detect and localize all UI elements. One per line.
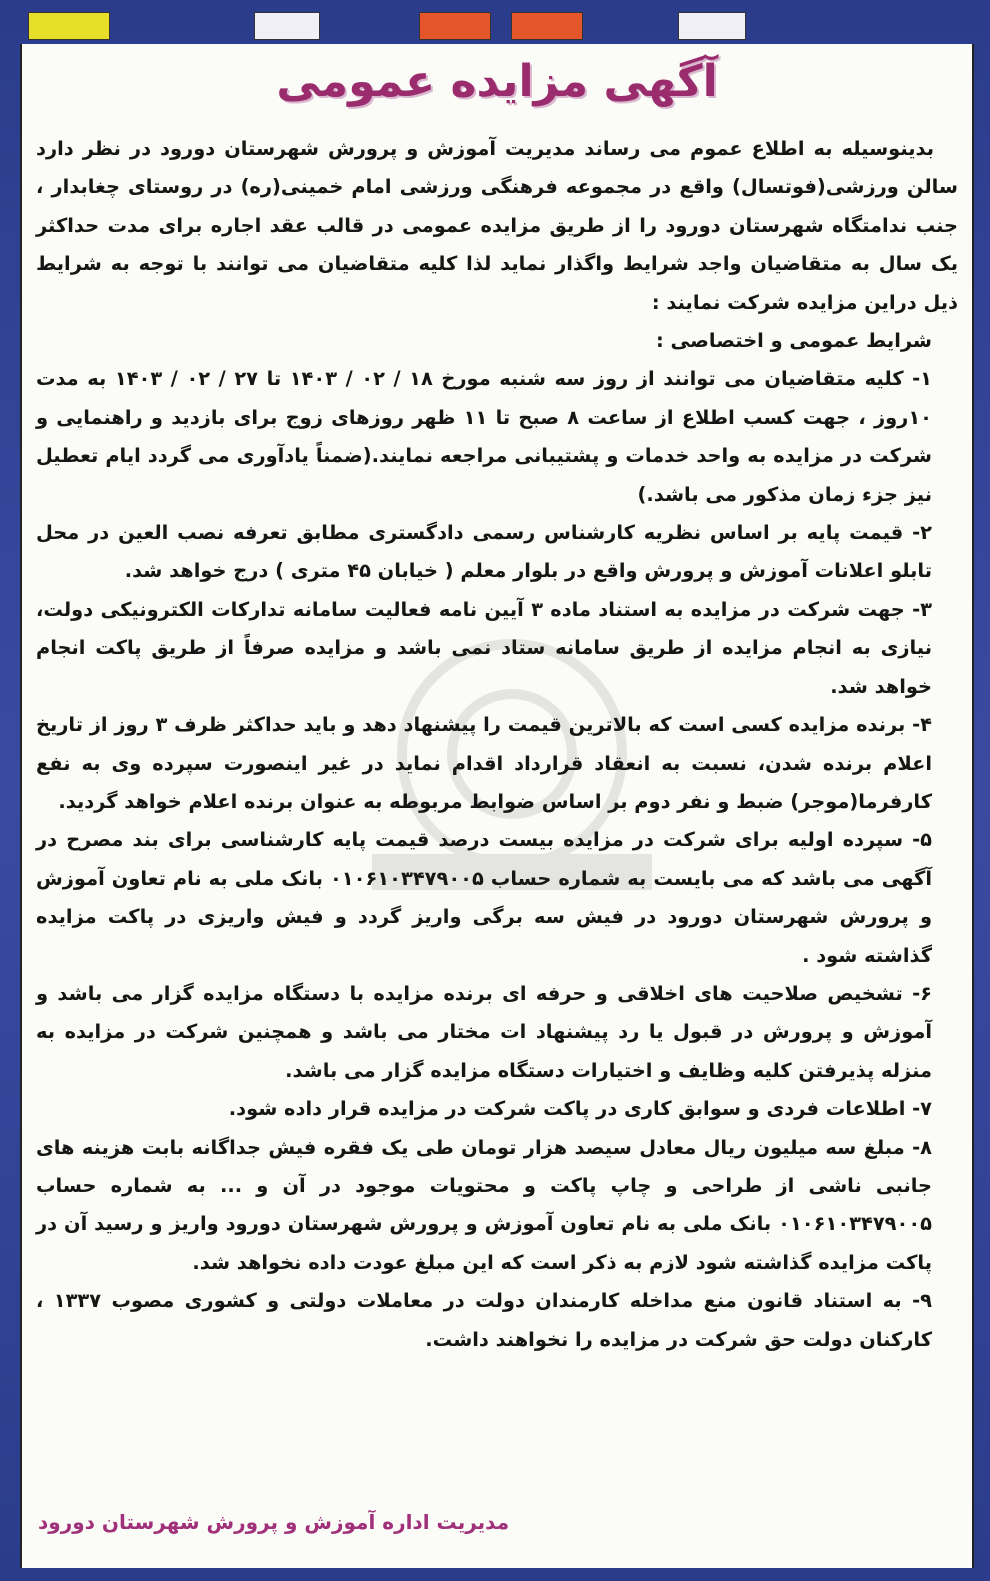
condition-item-1: ۱- کلیه متقاضیان می توانند از روز سه شنبه مورخ ۱۸ / ۰۲ / ۱۴۰۳ تا ۲۷ / ۰۲ / ۱۴۰۳ به مدت ۱۰روز ، جهت کسب اطلاع از ساعت ۸ صبح تا ۱۱ ظهر روزهای زوج برای بازدید و راهنمایی و شرکت در مزایده به واحد خدمات و پشتیبانی مراجعه نمایند.(ضمناً یادآوری می گردد ایام تعطیل نیز جزء زمان مذکور می باشد.) [36,367,932,506]
condition-item-2: ۲- قیمت پایه بر اساس نظریه کارشناس رسمی دادگستری مطابق تعرفه نصب العین در محل تابلو اعلانات آموزش و پرورش واقع در بلوار معلم ( خیابان ۴۵ متری ) درج خواهد شد. [36,521,932,583]
condition-item-5: ۵- سپرده اولیه برای شرکت در مزایده بیست درصد قیمت پایه کارشناسی برای بند مصرح در آگهی می باشد که می بایست به شماره حساب ۰۱۰۶۱۰۳۴۷۹۰۰۵ بانک ملی به نام تعاون آموزش و پرورش شهرستان دورود در فیش سه برگی واریز گردد و فیش واریزی در پاکت مزایده گذاشته شود . [36,828,932,967]
conditions-heading: شرایط عمومی و اختصاصی : [656,329,932,353]
footer-signature: مدیریت اداره آموزش و پرورش شهرستان دورود [38,1510,510,1534]
color-chip-orange [419,12,491,40]
color-chip-white [254,12,320,40]
notice-body [36,130,958,1359]
intro-paragraph: بدینوسیله به اطلاع عموم می رساند مدیریت آموزش و پرورش شهرستان دورود در نظر دارد سالن ورزشی(فوتسال) واقع در مجموعه فرهنگی ورزشی امام خمینی(ره) در روستای چغابدار ، جنب ندامتگاه شهرستان دورود را از طریق مزایده عمومی در قالب عقد اجاره برای مدت حداکثر یک سال به متقاضیان واجد شرایط واگذار نماید لذا کلیه متقاضیان می توانند با توجه به شرایط ذیل دراین مزایده شرکت نمایند : [36,137,958,314]
top-color-bar [14,10,976,40]
color-chip-yellow [28,12,110,40]
condition-item-4: ۴- برنده مزایده کسی است که بالاترین قیمت را پیشنهاد دهد و باید حداکثر ظرف ۳ روز از تاریخ اعلام برنده شدن، نسبت به انعقاد قرارداد اقدام نماید در غیر اینصورت سپرده وی به نفع کارفرما(موجر) ضبط و نفر دوم بر اساس ضوابط مربوطه به عنوان برنده اعلام خواهد گردید. [36,713,932,813]
condition-item-6: ۶- تشخیص صلاحیت های اخلاقی و حرفه ای برنده مزایده با دستگاه مزایده گزار می باشد و آموزش و پرورش در قبول یا رد پیشنهاد ات مختار می باشد و همچنین شرکت در مزایده به منزله پذیرفتن کلیه وظایف و اختیارات دستگاه مزایده گزار می باشد. [36,981,932,1082]
color-chip-white-2 [678,12,746,40]
page-title: آگهی مزایده عمومی [276,56,718,107]
color-chip-orange-2 [511,12,583,40]
notice-paper [20,44,974,1568]
condition-item-9: ۹- به استناد قانون منع مداخله کارمندان دولت در معاملات دولتی و کشوری مصوب ۱۳۳۷ ، کارکنان دولت حق شرکت در مزایده را نخواهند داشت. [36,1289,932,1351]
condition-item-3: ۳- جهت شرکت در مزایده به استناد ماده ۳ آیین نامه فعالیت سامانه تدارکات الکترونیکی دولت، نیازی به انجام مزایده از طریق سامانه ستاد نمی باشد و مزایده صرفاً از طریق پاکت انجام خواهد شد. [36,597,932,698]
condition-item-7: ۷- اطلاعات فردی و سوابق کاری در پاکت شرکت در مزایده قرار داده شود. [228,1097,932,1121]
condition-item-8: ۸- مبلغ سه میلیون ریال معادل سیصد هزار تومان طی یک فقره فیش جداگانه بابت هزینه های جانبی ناشی از طراحی و چاپ پاکت و محتویات موجود در آن و ... به شماره حساب ۰۱۰۶۱۰۳۴۷۹۰۰۵ بانک ملی به نام تعاون آموزش و پرورش شهرستان دورود واریز و رسید آن در پاکت مزایده گذاشته شود لازم به ذکر است که این مبلغ عودت داده نخواهد شد. [36,1135,932,1274]
